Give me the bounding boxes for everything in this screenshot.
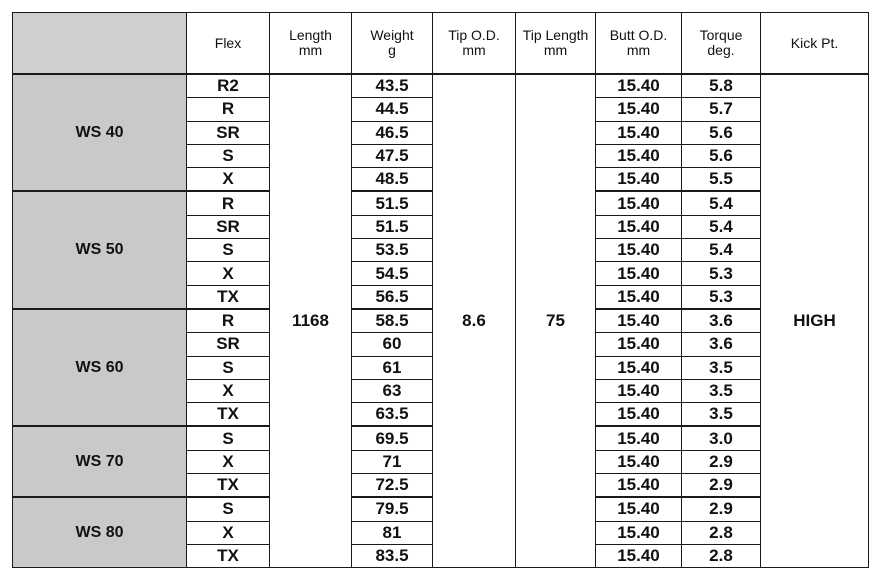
flex-cell: X	[187, 168, 270, 192]
weight-cell: 69.5	[352, 426, 433, 450]
butt-od-cell: 15.40	[596, 379, 682, 402]
weight-cell: 51.5	[352, 215, 433, 238]
torque-cell: 3.6	[682, 333, 761, 356]
torque-cell: 2.9	[682, 450, 761, 473]
weight-cell: 81	[352, 521, 433, 544]
torque-cell: 3.5	[682, 403, 761, 427]
butt-od-cell: 15.40	[596, 168, 682, 192]
header-weight	[352, 13, 433, 75]
torque-cell: 5.4	[682, 239, 761, 262]
header-weight-label: Weight	[370, 27, 414, 43]
butt-od-cell: 15.40	[596, 426, 682, 450]
header-flex-label: Flex	[214, 34, 242, 51]
weight-cell: 43.5	[352, 74, 433, 98]
butt-od-cell: 15.40	[596, 215, 682, 238]
flex-cell: S	[187, 497, 270, 521]
header-torque	[682, 13, 761, 75]
flex-cell: X	[187, 521, 270, 544]
torque-cell: 3.6	[682, 309, 761, 333]
flex-cell: S	[187, 144, 270, 167]
weight-cell: 72.5	[352, 474, 433, 498]
weight-cell: 63	[352, 379, 433, 402]
tip-length-cell: 75	[516, 74, 596, 568]
weight-cell: 48.5	[352, 168, 433, 192]
butt-od-cell: 15.40	[596, 450, 682, 473]
header-kick-point	[761, 13, 869, 75]
header-tip-od	[433, 13, 516, 75]
flex-cell: S	[187, 239, 270, 262]
flex-cell: SR	[187, 121, 270, 144]
flex-cell: TX	[187, 285, 270, 309]
weight-cell: 83.5	[352, 544, 433, 567]
header-flex	[187, 13, 270, 75]
torque-cell: 2.9	[682, 497, 761, 521]
torque-cell: 5.4	[682, 191, 761, 215]
header-length	[270, 13, 352, 75]
weight-cell: 61	[352, 356, 433, 379]
header-butt-od	[596, 13, 682, 75]
spec-table-body	[13, 74, 869, 568]
torque-cell: 2.8	[682, 521, 761, 544]
header-length-label: Length	[289, 27, 332, 43]
shaft-spec-table	[12, 12, 869, 568]
header-torque-label: Torque	[699, 27, 743, 43]
torque-cell: 3.5	[682, 356, 761, 379]
weight-cell: 51.5	[352, 191, 433, 215]
header-tip-length-unit: mm	[543, 42, 568, 58]
flex-cell: R2	[187, 74, 270, 98]
torque-cell: 3.0	[682, 426, 761, 450]
header-tip-od-unit: mm	[462, 42, 486, 58]
flex-cell: SR	[187, 333, 270, 356]
butt-od-cell: 15.40	[596, 98, 682, 121]
model-name-cell: WS 60	[13, 309, 187, 426]
header-torque-unit: deg.	[707, 42, 735, 58]
butt-od-cell: 15.40	[596, 309, 682, 333]
flex-cell: TX	[187, 403, 270, 427]
weight-cell: 63.5	[352, 403, 433, 427]
torque-cell: 2.9	[682, 474, 761, 498]
flex-cell: S	[187, 426, 270, 450]
header-kick-label: Kick Pt.	[790, 34, 839, 51]
model-name-cell: WS 70	[13, 426, 187, 497]
header-weight-unit: g	[388, 42, 396, 58]
flex-cell: SR	[187, 215, 270, 238]
flex-cell: TX	[187, 544, 270, 567]
weight-cell: 54.5	[352, 262, 433, 285]
length-cell: 1168	[270, 74, 352, 568]
butt-od-cell: 15.40	[596, 144, 682, 167]
butt-od-cell: 15.40	[596, 285, 682, 309]
torque-cell: 2.8	[682, 544, 761, 567]
weight-cell: 47.5	[352, 144, 433, 167]
torque-cell: 5.7	[682, 98, 761, 121]
butt-od-cell: 15.40	[596, 521, 682, 544]
table-row	[13, 74, 869, 98]
weight-cell: 71	[352, 450, 433, 473]
model-name-cell: WS 40	[13, 74, 187, 191]
weight-cell: 46.5	[352, 121, 433, 144]
flex-cell: X	[187, 450, 270, 473]
torque-cell: 5.4	[682, 215, 761, 238]
butt-od-cell: 15.40	[596, 333, 682, 356]
torque-cell: 5.5	[682, 168, 761, 192]
flex-cell: R	[187, 98, 270, 121]
header-tip-od-label: Tip O.D.	[448, 27, 500, 43]
header-tip-length	[516, 13, 596, 75]
torque-cell: 5.8	[682, 74, 761, 98]
header-corner	[13, 13, 187, 75]
flex-cell: S	[187, 356, 270, 379]
weight-cell: 44.5	[352, 98, 433, 121]
tip-od-cell: 8.6	[433, 74, 516, 568]
header-butt-od-unit: mm	[626, 42, 651, 58]
header-row	[13, 13, 869, 75]
butt-od-cell: 15.40	[596, 74, 682, 98]
butt-od-cell: 15.40	[596, 239, 682, 262]
torque-cell: 5.3	[682, 285, 761, 309]
flex-cell: X	[187, 262, 270, 285]
weight-cell: 79.5	[352, 497, 433, 521]
weight-cell: 53.5	[352, 239, 433, 262]
header-length-unit: mm	[298, 42, 323, 58]
butt-od-cell: 15.40	[596, 474, 682, 498]
weight-cell: 60	[352, 333, 433, 356]
butt-od-cell: 15.40	[596, 544, 682, 567]
flex-cell: X	[187, 379, 270, 402]
butt-od-cell: 15.40	[596, 121, 682, 144]
butt-od-cell: 15.40	[596, 191, 682, 215]
butt-od-cell: 15.40	[596, 403, 682, 427]
butt-od-cell: 15.40	[596, 356, 682, 379]
torque-cell: 3.5	[682, 379, 761, 402]
butt-od-cell: 15.40	[596, 497, 682, 521]
weight-cell: 56.5	[352, 285, 433, 309]
flex-cell: TX	[187, 474, 270, 498]
flex-cell: R	[187, 191, 270, 215]
model-name-cell: WS 50	[13, 191, 187, 308]
torque-cell: 5.6	[682, 144, 761, 167]
kick-point-cell: HIGH	[761, 74, 869, 568]
weight-cell: 58.5	[352, 309, 433, 333]
butt-od-cell: 15.40	[596, 262, 682, 285]
torque-cell: 5.6	[682, 121, 761, 144]
flex-cell: R	[187, 309, 270, 333]
model-name-cell: WS 80	[13, 497, 187, 567]
torque-cell: 5.3	[682, 262, 761, 285]
header-tip-length-label: Tip Length	[522, 27, 589, 43]
header-butt-od-label: Butt O.D.	[609, 27, 668, 43]
